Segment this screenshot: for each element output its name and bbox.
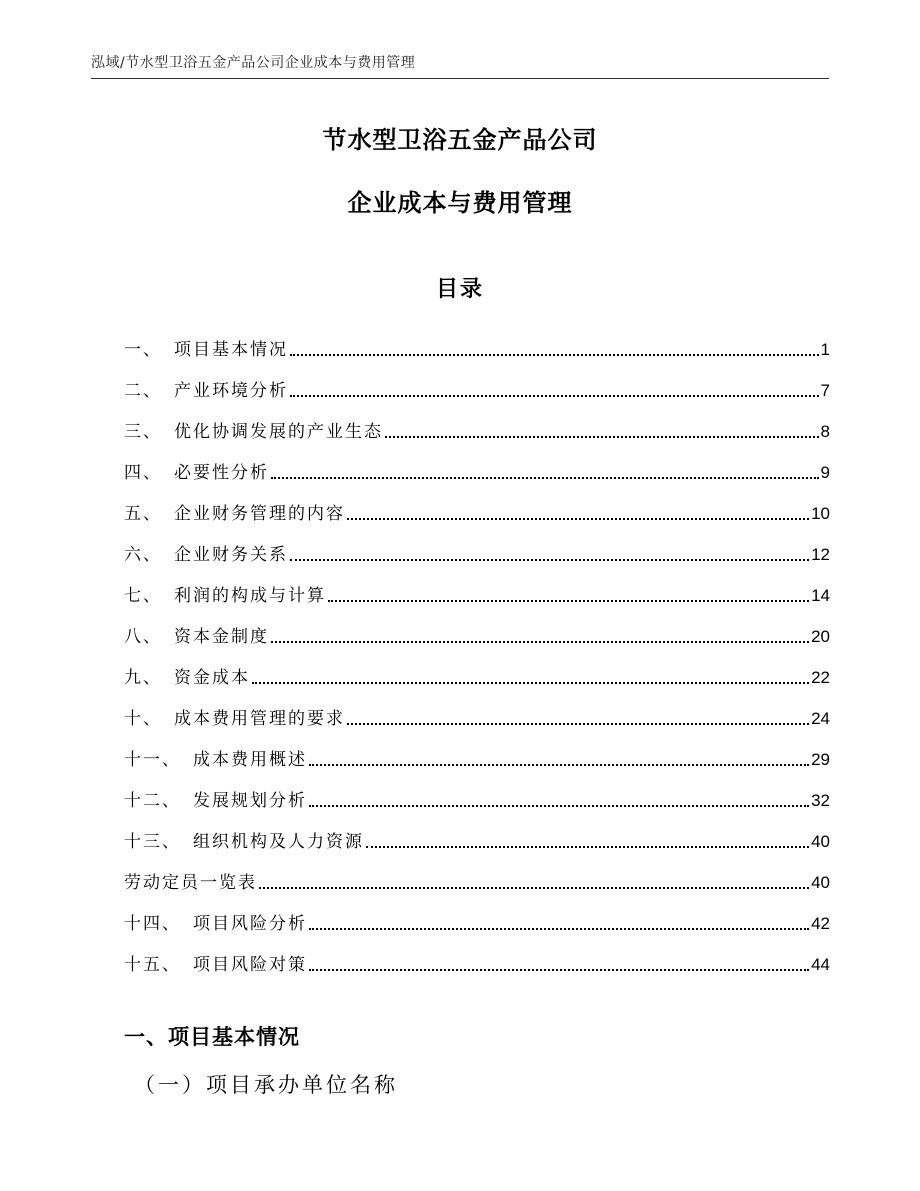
toc-entry-number: 四、 bbox=[124, 463, 162, 483]
toc-dot-leader bbox=[309, 969, 809, 971]
toc-dot-leader bbox=[271, 641, 809, 643]
toc-entry-number: 十四、 bbox=[124, 914, 181, 934]
toc-entry-label: 企业财务管理的内容 bbox=[174, 504, 345, 524]
toc-dot-leader bbox=[385, 436, 819, 438]
toc-entry-number: 十二、 bbox=[124, 791, 181, 811]
toc-dot-leader bbox=[328, 600, 809, 602]
toc-dot-leader bbox=[309, 764, 809, 766]
toc-entry-15[interactable] bbox=[124, 894, 830, 935]
toc-entry-page: 10 bbox=[811, 504, 830, 523]
toc-entry-9[interactable] bbox=[124, 648, 830, 689]
document-title-line-1: 节水型卫浴五金产品公司 bbox=[322, 126, 598, 154]
toc-dot-leader bbox=[252, 682, 809, 684]
toc-dot-leader bbox=[309, 805, 809, 807]
toc-entry-number: 七、 bbox=[124, 586, 162, 606]
toc-entry-page: 42 bbox=[811, 914, 830, 933]
running-header: 泓域/节水型卫浴五金产品公司企业成本与费用管理 bbox=[91, 55, 416, 71]
toc-entry-5[interactable] bbox=[124, 484, 830, 525]
toc-entry-label: 项目风险分析 bbox=[193, 914, 307, 934]
toc-entry-7[interactable] bbox=[124, 566, 830, 607]
toc-entry-3[interactable] bbox=[124, 402, 830, 443]
toc-entry-8[interactable] bbox=[124, 607, 830, 648]
toc-entry-number: 三、 bbox=[124, 422, 162, 442]
toc-entry-label: 必要性分析 bbox=[174, 463, 269, 483]
toc-heading: 目录 bbox=[435, 277, 484, 302]
toc-entry-label: 产业环境分析 bbox=[174, 381, 288, 401]
toc-entry-6[interactable] bbox=[124, 525, 830, 566]
toc-dot-leader bbox=[290, 559, 809, 561]
toc-entry-1[interactable] bbox=[124, 320, 830, 361]
toc-entry-label: 优化协调发展的产业生态 bbox=[174, 422, 383, 442]
toc-entry-label: 发展规划分析 bbox=[193, 791, 307, 811]
toc-entry-page: 1 bbox=[820, 340, 830, 359]
toc-entry-label: 劳动定员一览表 bbox=[124, 873, 257, 893]
toc-entry-number: 五、 bbox=[124, 504, 162, 524]
toc-dot-leader bbox=[290, 354, 819, 356]
toc-entry-page: 40 bbox=[811, 832, 830, 851]
toc-entry-label: 成本费用概述 bbox=[193, 750, 307, 770]
toc-dot-leader bbox=[347, 518, 809, 520]
toc-entry-page: 24 bbox=[811, 709, 830, 728]
toc-entry-page: 22 bbox=[811, 668, 830, 687]
toc-entry-12[interactable] bbox=[124, 771, 830, 812]
toc-entry-number: 十三、 bbox=[124, 832, 181, 852]
table-of-contents bbox=[124, 320, 830, 976]
toc-dot-leader bbox=[271, 477, 819, 479]
toc-entry-page: 14 bbox=[811, 586, 830, 605]
toc-entry-label: 企业财务关系 bbox=[174, 545, 288, 565]
toc-entry-page: 20 bbox=[811, 627, 830, 646]
toc-entry-number: 十、 bbox=[124, 709, 162, 729]
toc-entry-number: 六、 bbox=[124, 545, 162, 565]
toc-entry-number: 十一、 bbox=[124, 750, 181, 770]
toc-entry-4[interactable] bbox=[124, 443, 830, 484]
subsection-heading: （一）项目承办单位名称 bbox=[134, 1073, 398, 1097]
toc-entry-13[interactable] bbox=[124, 812, 830, 853]
toc-dot-leader bbox=[290, 395, 819, 397]
document-title-line-2: 企业成本与费用管理 bbox=[347, 189, 573, 217]
toc-entry-number: 九、 bbox=[124, 668, 162, 688]
toc-dot-leader bbox=[366, 846, 809, 848]
toc-entry-label: 组织机构及人力资源 bbox=[193, 832, 364, 852]
toc-entry-label: 资本金制度 bbox=[174, 627, 269, 647]
toc-entry-page: 29 bbox=[811, 750, 830, 769]
toc-dot-leader bbox=[309, 928, 809, 930]
toc-entry-number: 八、 bbox=[124, 627, 162, 647]
toc-entry-2[interactable] bbox=[124, 361, 830, 402]
toc-entry-page: 44 bbox=[811, 955, 830, 974]
toc-entry-label: 项目风险对策 bbox=[193, 955, 307, 975]
toc-dot-leader bbox=[259, 887, 809, 889]
toc-entry-label: 资金成本 bbox=[174, 668, 250, 688]
toc-entry-page: 12 bbox=[811, 545, 830, 564]
toc-entry-number: 一、 bbox=[124, 340, 162, 360]
toc-entry-label: 项目基本情况 bbox=[174, 340, 288, 360]
toc-entry-11[interactable] bbox=[124, 730, 830, 771]
toc-entry-label: 利润的构成与计算 bbox=[174, 586, 326, 606]
toc-entry-page: 9 bbox=[820, 463, 830, 482]
toc-entry-16[interactable] bbox=[124, 935, 830, 976]
section-heading: 一、项目基本情况 bbox=[124, 1025, 300, 1049]
toc-entry-page: 8 bbox=[820, 422, 830, 441]
toc-dot-leader bbox=[347, 723, 809, 725]
toc-entry-page: 32 bbox=[811, 791, 830, 810]
toc-entry-14[interactable] bbox=[124, 853, 830, 894]
toc-entry-page: 7 bbox=[820, 381, 830, 400]
toc-entry-number: 二、 bbox=[124, 381, 162, 401]
toc-entry-label: 成本费用管理的要求 bbox=[174, 709, 345, 729]
header-divider bbox=[91, 78, 829, 79]
toc-entry-10[interactable] bbox=[124, 689, 830, 730]
toc-entry-number: 十五、 bbox=[124, 955, 181, 975]
toc-entry-page: 40 bbox=[811, 873, 830, 892]
